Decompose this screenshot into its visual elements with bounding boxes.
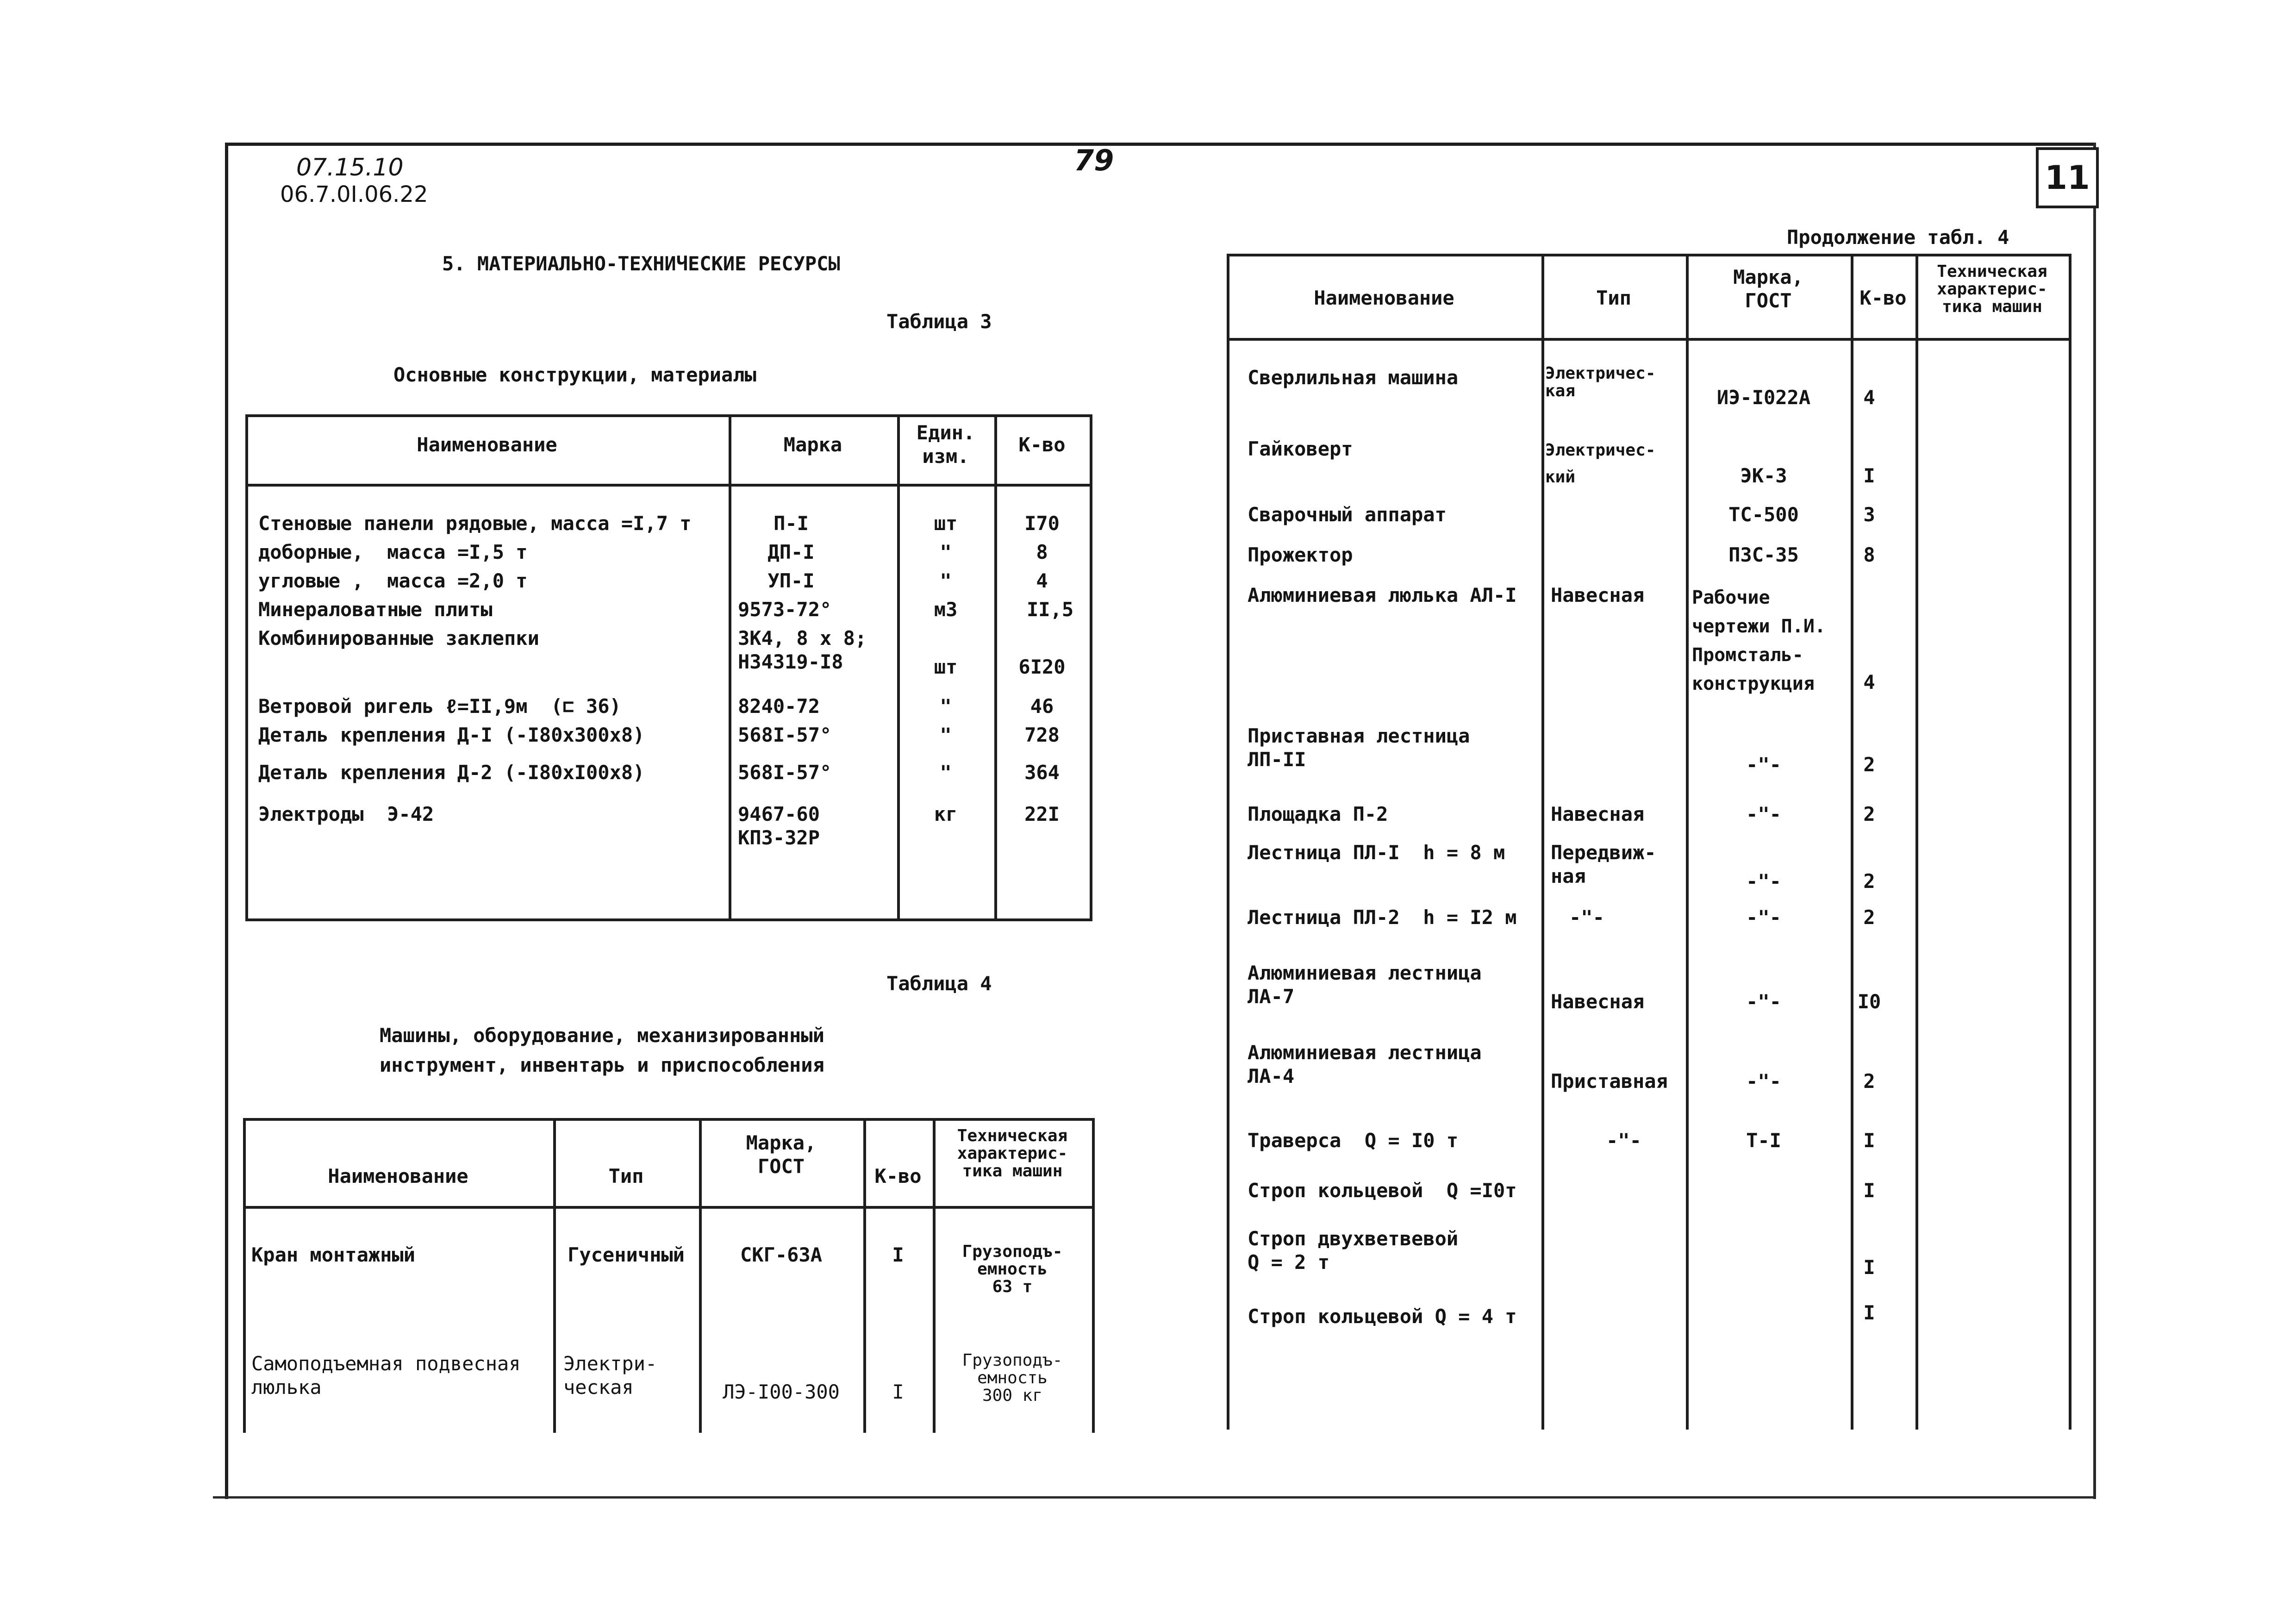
table3-row-unit: шт <box>934 656 958 678</box>
table4c-border-top <box>1227 254 2071 256</box>
table4c-row-qty: 2 <box>1863 906 1875 929</box>
table3-row-qty: II,5 <box>1027 598 1074 621</box>
table3-row-name: Комбинированные заклепки <box>258 627 539 650</box>
table4c-row-mark: ТС-500 <box>1728 503 1799 526</box>
table4-header-mark: Марка, ГОСТ <box>746 1131 817 1178</box>
table3-row-name: Стеновые панели рядовые, масса =I,7 т <box>258 512 692 535</box>
table4-header-qty: К-во <box>874 1165 922 1187</box>
table4c-col-divider <box>1851 254 1853 1430</box>
table3-row-qty: 6I20 <box>1018 656 1066 678</box>
table4c-header-qty: К-во <box>1859 287 1907 309</box>
table4c-row-type: Навесная <box>1551 803 1645 825</box>
table4c-border-left <box>1227 254 1229 1430</box>
table3-row-mark: 568I-57° <box>738 724 832 746</box>
table4-header-type: Тип <box>608 1165 644 1187</box>
table4c-row-qty: I <box>1863 464 1875 487</box>
table4c-row-type: Приставная <box>1551 1070 1668 1093</box>
table3-row-unit: " <box>940 569 952 592</box>
table3-row-name: Минераловатные плиты <box>258 598 493 621</box>
table3-row-unit: " <box>940 695 952 718</box>
table3-row-mark: 9467-60 КПЗ-32Р <box>738 803 820 849</box>
page-number: 79 <box>1074 144 1114 177</box>
table4c-row-name: Алюминиевая лестница ЛА-4 <box>1248 1041 1482 1088</box>
table4c-row-mark: -"- <box>1746 1070 1781 1093</box>
table4-row-mark: ЛЭ-I00-300 <box>723 1380 840 1403</box>
table4c-row-qty: 2 <box>1863 753 1875 776</box>
table4-row-name: Кран монтажный <box>251 1243 416 1266</box>
table3-row-mark: ДП-I <box>767 541 815 563</box>
table4c-row-mark: -"- <box>1746 870 1781 893</box>
table4c-header-mark: Марка, ГОСТ <box>1733 266 1803 312</box>
frame-right-border <box>2093 143 2096 1499</box>
table4c-row-type: -"- <box>1606 1129 1641 1152</box>
table3-row-qty: 8 <box>1036 541 1048 563</box>
document-code-handwritten: 07.15.10 <box>296 154 404 181</box>
table4c-row-qty: I <box>1863 1256 1875 1279</box>
table4c-row-mark: ЭК-3 <box>1740 464 1787 487</box>
table4c-col-divider <box>1686 254 1689 1430</box>
table3-row-mark: 9573-72° <box>738 598 832 621</box>
table4c-row-qty: 3 <box>1863 503 1875 526</box>
table3-row-unit: " <box>940 724 952 746</box>
table4c-row-qty: 2 <box>1863 1070 1875 1093</box>
table4c-row-mark: -"- <box>1746 990 1781 1013</box>
table4-row-qty: I <box>892 1243 904 1266</box>
table4-label: Таблица 4 <box>886 972 992 995</box>
table4c-row-name: Гайковерт <box>1248 437 1353 460</box>
table3-row-name: угловые , масса =2,0 т <box>258 569 528 592</box>
table4-header-name: Наименование <box>328 1165 468 1187</box>
table4-row-spec: Грузоподъ- емность 300 кг <box>962 1351 1063 1405</box>
document-code: 06.7.0I.06.22 <box>280 181 428 207</box>
table3-row-name: Ветровой ригель ℓ=II,9м (⊏ 36) <box>258 695 621 718</box>
table4c-row-name: Алюминиевая люлька АЛ-I <box>1248 584 1517 606</box>
table3-row-unit: шт <box>934 512 958 535</box>
table4c-header-name: Наименование <box>1314 287 1454 309</box>
table4c-row-mark: ИЭ-I022А <box>1716 386 1811 409</box>
table4c-row-name: Траверса Q = I0 т <box>1248 1129 1459 1152</box>
table3-row-qty: 728 <box>1024 724 1060 746</box>
table3-row-qty: 364 <box>1024 761 1060 784</box>
table4c-header-divider <box>1227 338 2071 341</box>
table4c-row-name: Приставная лестница ЛП-II <box>1248 725 1470 771</box>
table4c-row-mark: Рабочие чертежи П.И. Промсталь- конструкция <box>1692 587 1826 694</box>
table4-caption-line2: инструмент, инвентарь и приспособления <box>380 1054 824 1076</box>
table4c-row-mark: -"- <box>1746 753 1781 776</box>
table4c-row-name: Лестница ПЛ-I h = 8 м <box>1248 841 1505 864</box>
table3-label: Таблица 3 <box>886 310 992 333</box>
table3-row-mark: 8240-72 <box>738 695 820 718</box>
table4-row-mark: СКГ-63А <box>740 1243 822 1266</box>
table4c-row-qty: I <box>1863 1129 1875 1152</box>
table4c-row-name: Строп двухветвевой Q = 2 т <box>1248 1227 1459 1274</box>
table3-row-qty: 46 <box>1030 695 1054 718</box>
sheet-number: 11 <box>2045 159 2090 197</box>
frame-left-border <box>225 143 228 1499</box>
table4c-row-type: Передвиж- ная <box>1551 841 1656 888</box>
table4-row-type: Электри- ческая <box>563 1352 657 1399</box>
table4 <box>243 1118 1095 1433</box>
sheet-number-box <box>2036 147 2099 208</box>
table3-row-mark: 568I-57° <box>738 761 832 784</box>
table3-row-unit: " <box>940 541 952 563</box>
table4c-row-type: Навесная <box>1551 990 1645 1013</box>
table4c-row-name: Строп кольцевой Q =I0т <box>1248 1179 1517 1202</box>
table4c-row-qty: I0 <box>1857 990 1881 1013</box>
table4-header-spec: Техническая характерис- тика машин <box>957 1126 1068 1181</box>
table4-row-qty: I <box>892 1380 904 1403</box>
table4-header-divider <box>243 1206 1095 1209</box>
table3-header-divider <box>245 484 1092 487</box>
table3-row-name: Электроды Э-42 <box>258 803 434 825</box>
table4c-row-name: Сварочный аппарат <box>1248 503 1447 526</box>
table4-continuation <box>1227 254 2071 1430</box>
table3-row-unit: м3 <box>934 598 958 621</box>
table4-border-right <box>1092 1118 1095 1433</box>
table4c-col-divider <box>1541 254 1544 1430</box>
table4c-row-name: Сверлильная машина <box>1248 366 1459 389</box>
table4c-row-mark: ПЗС-35 <box>1728 543 1799 566</box>
table3-row-qty: 4 <box>1036 569 1048 592</box>
table4c-row-mark: -"- <box>1746 803 1781 825</box>
table4-row-name: Самоподъемная подвесная люлька <box>251 1352 521 1399</box>
table3-col-divider <box>729 414 731 921</box>
table4-row-type: Гусеничный <box>568 1243 685 1266</box>
table4c-row-qty: I <box>1863 1179 1875 1202</box>
table3-row-mark: П-I <box>774 512 809 535</box>
table4-cont-label: Продолжение табл. 4 <box>1787 226 2009 249</box>
table4c-row-qty: 2 <box>1863 803 1875 825</box>
table4c-border-right <box>2069 254 2071 1430</box>
table4c-row-type: Электричес- кая <box>1545 364 1656 400</box>
table4c-row-type: Навесная <box>1551 584 1645 606</box>
table4c-header-type: Тип <box>1596 287 1631 309</box>
table3-header-qty: К-во <box>1018 433 1066 456</box>
table4c-row-mark: -"- <box>1746 906 1781 929</box>
table4c-row-mark: Т-I <box>1746 1129 1781 1152</box>
table4c-row-name: Строп кольцевой Q = 4 т <box>1248 1305 1517 1328</box>
table3-row-name: Деталь крепления Д-2 (-I80xI00x8) <box>258 761 645 784</box>
table3-border-left <box>245 414 248 921</box>
table3-row-unit: кг <box>934 803 958 825</box>
table4c-header-spec: Техническая характерис- тика машин <box>1937 262 2047 316</box>
table3-row-name: доборные, масса =I,5 т <box>258 541 528 563</box>
table4c-col-divider <box>1915 254 1918 1430</box>
table4c-row-name: Прожектор <box>1248 543 1353 566</box>
table4-caption-line1: Машины, оборудование, механизированный <box>380 1024 824 1047</box>
table3-header-unit: Един. изм. <box>916 421 975 468</box>
table3-row-qty: 22I <box>1024 803 1060 825</box>
frame-top-border <box>225 143 2096 146</box>
table4-row-spec: Грузоподъ- емность 63 т <box>962 1242 1063 1296</box>
table4c-row-qty: 8 <box>1863 543 1875 566</box>
table3-row-mark: УП-I <box>767 569 815 592</box>
table4c-row-type: Электричес- кий <box>1545 441 1656 487</box>
table3-border-top <box>245 414 1092 417</box>
table3-row-mark: ЗК4, 8 х 8; Н34319-I8 <box>738 627 867 674</box>
table3 <box>245 414 1092 921</box>
table4-border-top <box>243 1118 1095 1121</box>
section-title: 5. МАТЕРИАЛЬНО-ТЕХНИЧЕСКИЕ РЕСУРСЫ <box>442 252 840 275</box>
table4c-row-qty: 4 <box>1863 386 1875 409</box>
table3-row-name: Деталь крепления Д-I (-I80x300x8) <box>258 724 645 746</box>
table3-row-unit: " <box>940 761 952 784</box>
table4c-row-name: Лестница ПЛ-2 h = I2 м <box>1248 906 1517 929</box>
table3-row-qty: I70 <box>1024 512 1060 535</box>
table4c-row-name: Алюминиевая лестница ЛА-7 <box>1248 962 1482 1008</box>
table3-caption: Основные конструкции, материалы <box>393 363 756 386</box>
table4c-row-qty: I <box>1863 1301 1875 1324</box>
table4c-row-qty: 4 <box>1863 671 1875 693</box>
frame-bottom-border <box>213 1496 2096 1499</box>
table3-header-mark: Марка <box>783 433 842 456</box>
table3-header-name: Наименование <box>417 433 557 456</box>
table4c-row-type: -"- <box>1569 906 1604 929</box>
table4c-row-name: Площадка П-2 <box>1248 803 1388 825</box>
table4c-row-qty: 2 <box>1863 870 1875 893</box>
table3-border-right <box>1090 414 1092 921</box>
table3-border-bottom <box>245 918 1092 921</box>
